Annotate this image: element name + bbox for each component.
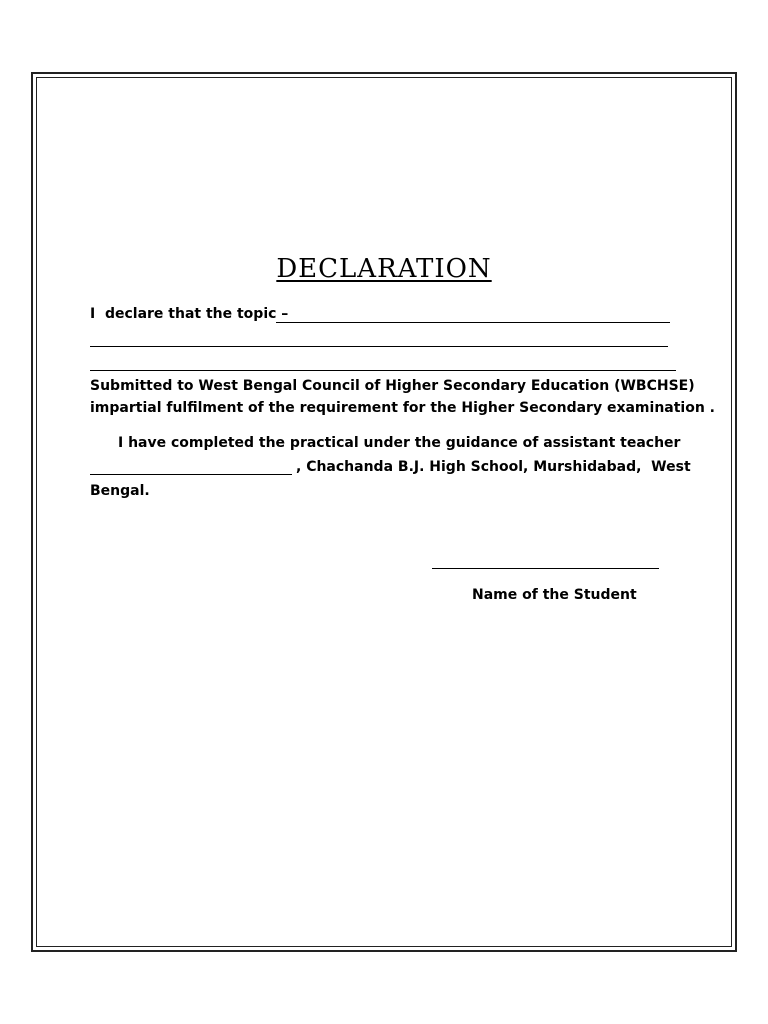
- topic-line: I declare that the topic –: [90, 306, 289, 322]
- guidance-line-2: , Chachanda B.J. High School, Murshidabad, West: [296, 459, 691, 475]
- topic-blank[interactable]: [276, 322, 670, 323]
- signature-label: Name of the Student: [472, 587, 637, 603]
- submitted-line-1: Submitted to West Bengal Council of Higher Secondary Education (WBCHSE): [90, 378, 695, 394]
- topic-blank-3[interactable]: [90, 370, 676, 371]
- teacher-name-blank[interactable]: [90, 474, 292, 475]
- guidance-line-3: Bengal.: [90, 483, 150, 499]
- declaration-title-text: DECLARATION: [276, 254, 492, 284]
- submitted-line-2: impartial fulfilment of the requirement for the Higher Secondary examination .: [90, 400, 716, 416]
- guidance-line-1: I have completed the practical under the guidance of assistant teacher: [118, 435, 681, 451]
- topic-blank-2[interactable]: [90, 346, 668, 347]
- signature-line[interactable]: [432, 568, 659, 569]
- declaration-title: [0, 254, 768, 284]
- page-border-inner: [36, 77, 732, 947]
